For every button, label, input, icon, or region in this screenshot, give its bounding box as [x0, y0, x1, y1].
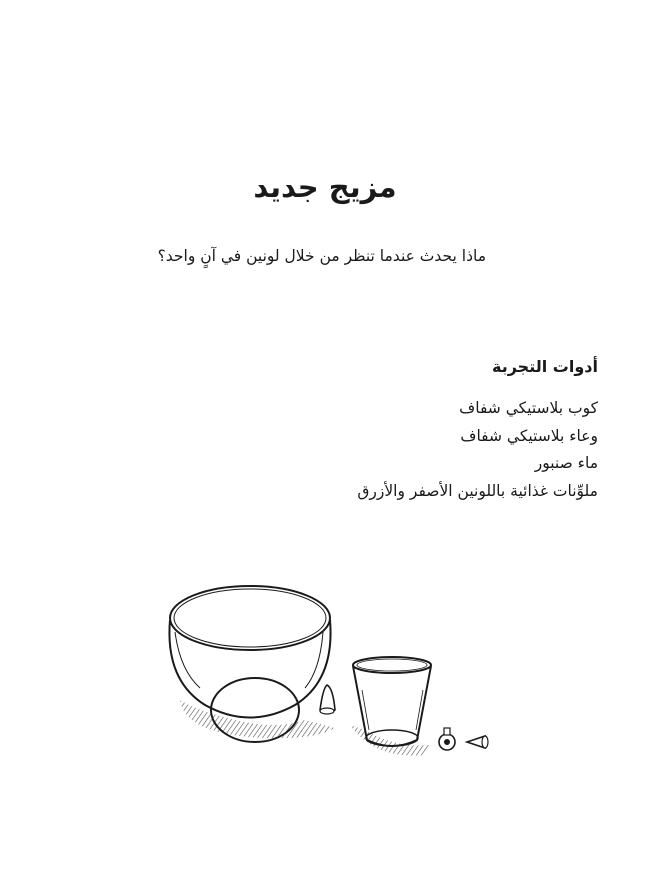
page-title: مزيج جديد — [253, 170, 397, 204]
bowl-shadow — [180, 700, 335, 738]
dropper-cap-icon — [320, 685, 335, 714]
materials-section — [357, 357, 598, 505]
material-item: ماء صنبور — [534, 454, 598, 472]
food-coloring-cap-icon — [467, 736, 488, 748]
question-text: ماذا يحدث عندما تنظر من خلال لونين في آنٍ واحد؟ — [157, 247, 486, 265]
material-item: كوب بلاستيكي شفاف — [459, 399, 598, 417]
experiment-illustration — [155, 570, 505, 780]
material-item: وعاء بلاستيكي شفاف — [460, 426, 598, 445]
materials-list — [357, 395, 598, 505]
cup-icon — [353, 657, 431, 746]
material-item: ملوِّنات غذائية باللونين الأصفر والأزرق — [357, 481, 598, 500]
food-coloring-bottle-icon — [439, 728, 455, 750]
materials-heading: أدوات التجربة — [492, 357, 598, 376]
